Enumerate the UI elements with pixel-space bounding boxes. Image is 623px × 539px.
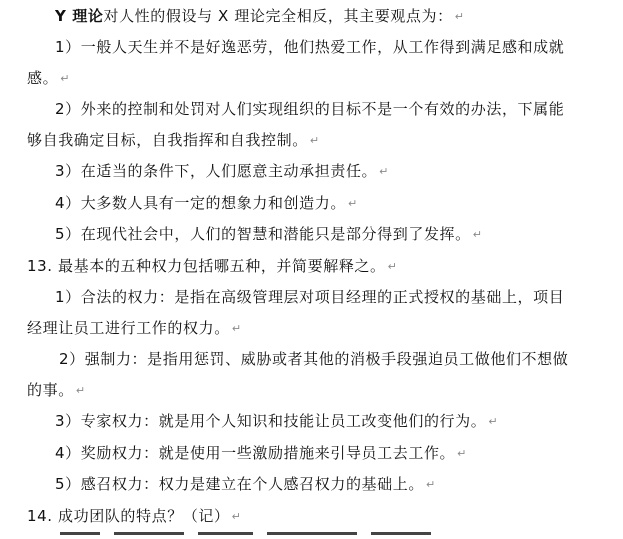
line-text: 5）在现代社会中，人们的智慧和潜能只是部分得到了发挥。	[55, 225, 471, 243]
y-theory-term: Y 理论	[55, 7, 104, 25]
power-1-line-a	[55, 287, 564, 307]
line-text: 5）感召权力：权力是建立在个人感召权力的基础上。	[55, 475, 424, 493]
power-4-line	[55, 443, 467, 464]
paragraph-mark-icon: ↵	[309, 134, 320, 147]
cropped-next-line	[60, 532, 460, 539]
paragraph-mark-icon: ↵	[75, 384, 86, 397]
power-2-line-a	[59, 349, 568, 369]
paragraph-mark-icon: ↵	[347, 197, 358, 210]
line-text: 1）一般人天生并不是好逸恶劳，他们热爱工作，从工作得到满足感和成就	[55, 38, 565, 56]
paragraph-mark-icon: ↵	[231, 322, 242, 335]
line-text: 对人性的假设与 X 理论完全相反，其主要观点为：	[103, 7, 453, 25]
line-text: 13. 最基本的五种权力包括哪五种，并简要解释之。	[27, 257, 386, 275]
question-14-heading	[27, 506, 241, 527]
power-3-line	[55, 411, 498, 432]
power-1-line-b	[27, 318, 242, 339]
line-text: 2）强制力：是指用惩罚、威胁或者其他的消极手段强迫员工做他们不想做	[59, 350, 569, 368]
paragraph-mark-icon: ↵	[454, 10, 465, 23]
paragraph-mark-icon: ↵	[457, 447, 467, 460]
line-text: 3）在适当的条件下，人们愿意主动承担责任。	[55, 162, 378, 180]
y-point-2-line-b	[27, 130, 320, 151]
paragraph-mark-icon: ↵	[387, 260, 398, 273]
y-theory-intro-line	[55, 6, 465, 27]
line-text: 够自我确定目标，自我指挥和自我控制。	[27, 131, 308, 149]
paragraph-mark-icon: ↵	[60, 72, 71, 85]
paragraph-mark-icon: ↵	[231, 510, 242, 523]
question-13-heading	[27, 256, 397, 277]
paragraph-mark-icon: ↵	[379, 165, 389, 178]
power-2-line-b	[27, 380, 86, 401]
line-text: 1）合法的权力：是指在高级管理层对项目经理的正式授权的基础上，项目	[55, 288, 565, 306]
y-point-1-line-b	[27, 68, 70, 89]
line-text: 经理让员工进行工作的权力。	[27, 319, 230, 337]
y-point-1-line-a	[55, 37, 564, 57]
line-text: 感。	[27, 69, 59, 87]
paragraph-mark-icon: ↵	[472, 228, 483, 241]
line-text: 3）专家权力：就是用个人知识和技能让员工改变他们的行为。	[55, 412, 487, 430]
power-5-line	[55, 474, 436, 495]
line-text: 的事。	[27, 381, 74, 399]
paragraph-mark-icon: ↵	[425, 478, 436, 491]
line-text: 4）大多数人具有一定的想象力和创造力。	[55, 194, 346, 212]
y-point-4-line	[55, 193, 358, 214]
y-point-3-line	[55, 161, 389, 182]
y-point-2-line-a	[55, 99, 564, 119]
y-point-5-line	[55, 224, 483, 245]
paragraph-mark-icon: ↵	[488, 415, 499, 428]
line-text: 14. 成功团队的特点？（记）	[27, 507, 230, 525]
line-text: 4）奖励权力：就是使用一些激励措施来引导员工去工作。	[55, 444, 456, 462]
line-text: 2）外来的控制和处罚对人们实现组织的目标不是一个有效的办法，下属能	[55, 100, 565, 118]
